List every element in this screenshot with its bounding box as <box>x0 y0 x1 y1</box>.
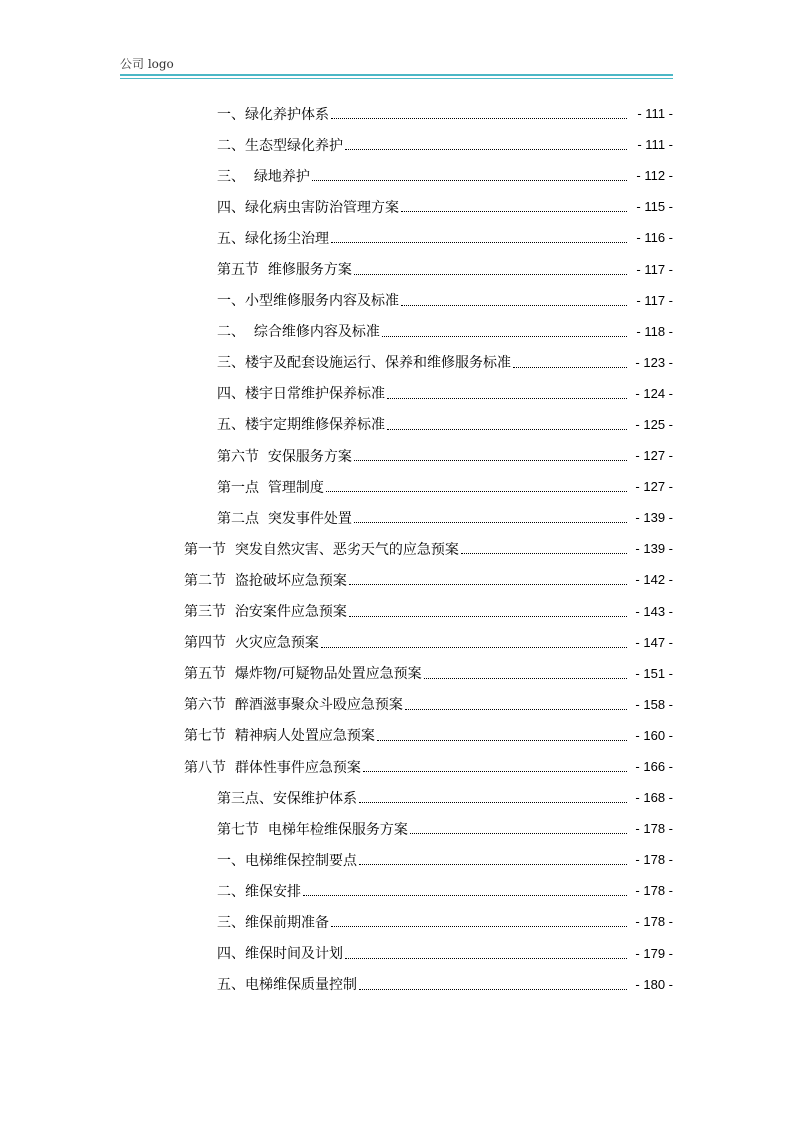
toc-entry[interactable] <box>0 191 793 222</box>
toc-entry[interactable] <box>0 502 793 533</box>
toc-entry-title: 第五节 维修服务方案 <box>217 262 352 279</box>
toc-entry-title: 一、小型维修服务内容及标准 <box>217 293 399 310</box>
toc-entry-title: 第六节 醉酒滋事聚众斗殴应急预案 <box>184 697 403 714</box>
toc-entry[interactable] <box>0 564 793 595</box>
toc-entry[interactable] <box>0 160 793 191</box>
toc-entry-title: 三、 绿地养护 <box>217 168 310 185</box>
toc-dot-leader <box>359 864 627 865</box>
toc-entry-title: 三、维保前期准备 <box>217 914 329 931</box>
toc-entry-title: 第一点 管理制度 <box>217 479 324 496</box>
toc-dot-leader <box>331 926 627 927</box>
toc-dot-leader <box>349 584 627 585</box>
toc-entry-page-number: - 118 - <box>636 323 673 339</box>
toc-entry-title: 第七节 精神病人处置应急预案 <box>184 728 375 745</box>
toc-entry[interactable] <box>0 969 793 1000</box>
toc-entry[interactable] <box>0 409 793 440</box>
toc-dot-leader <box>349 616 627 617</box>
toc-entry-page-number: - 139 - <box>635 541 673 557</box>
toc-entry[interactable] <box>0 906 793 937</box>
toc-entry-title: 第五节 爆炸物/可疑物品处置应急预案 <box>184 666 422 683</box>
toc-entry-title: 一、绿化养护体系 <box>217 106 329 123</box>
toc-dot-leader <box>401 305 627 306</box>
toc-entry-page-number: - 179 - <box>635 945 673 961</box>
toc-entry[interactable] <box>0 378 793 409</box>
toc-entry-page-number: - 143 - <box>635 603 673 619</box>
toc-dot-leader <box>401 211 627 212</box>
toc-dot-leader <box>410 833 627 834</box>
toc-entry-title: 第二节 盗抢破坏应急预案 <box>184 572 347 589</box>
toc-entry-page-number: - 124 - <box>635 385 673 401</box>
toc-entry-page-number: - 123 - <box>635 354 673 370</box>
toc-entry-page-number: - 111 - <box>637 137 673 153</box>
toc-entry[interactable] <box>0 533 793 564</box>
toc-dot-leader <box>354 460 627 461</box>
table-of-contents <box>0 98 793 1000</box>
toc-entry-page-number: - 127 - <box>635 448 673 464</box>
toc-dot-leader <box>405 709 627 710</box>
toc-entry-title: 二、 综合维修内容及标准 <box>217 324 380 341</box>
toc-entry[interactable] <box>0 689 793 720</box>
toc-entry-title: 第四节 火灾应急预案 <box>184 635 319 652</box>
toc-entry-title: 第三点、安保维护体系 <box>217 790 357 807</box>
toc-entry-title: 五、楼宇定期维修保养标准 <box>217 417 385 434</box>
toc-dot-leader <box>331 118 627 119</box>
toc-entry-page-number: - 147 - <box>635 634 673 650</box>
toc-entry-page-number: - 178 - <box>635 883 673 899</box>
toc-entry-page-number: - 125 - <box>635 416 673 432</box>
toc-dot-leader <box>359 802 627 803</box>
toc-entry-title: 第七节 电梯年检维保服务方案 <box>217 821 408 838</box>
toc-entry[interactable] <box>0 627 793 658</box>
toc-dot-leader <box>513 367 627 368</box>
header-rule-thin <box>120 78 673 79</box>
toc-entry[interactable] <box>0 347 793 378</box>
toc-dot-leader <box>345 149 627 150</box>
toc-entry-title: 五、绿化扬尘治理 <box>217 230 329 247</box>
toc-entry[interactable] <box>0 98 793 129</box>
toc-entry[interactable] <box>0 844 793 875</box>
toc-entry[interactable] <box>0 813 793 844</box>
toc-dot-leader <box>321 647 627 648</box>
toc-entry-page-number: - 115 - <box>636 199 673 215</box>
toc-entry-page-number: - 111 - <box>637 106 673 122</box>
toc-entry-page-number: - 112 - <box>636 168 673 184</box>
toc-entry[interactable] <box>0 285 793 316</box>
toc-entry[interactable] <box>0 471 793 502</box>
toc-entry[interactable] <box>0 782 793 813</box>
toc-dot-leader <box>359 989 627 990</box>
toc-entry-page-number: - 127 - <box>635 479 673 495</box>
toc-entry-page-number: - 178 - <box>635 821 673 837</box>
toc-entry[interactable] <box>0 875 793 906</box>
toc-entry-page-number: - 178 - <box>635 852 673 868</box>
toc-dot-leader <box>424 678 627 679</box>
toc-entry-page-number: - 117 - <box>636 292 673 308</box>
page-header <box>120 56 673 79</box>
toc-entry-title: 第一节 突发自然灾害、恶劣天气的应急预案 <box>184 541 459 558</box>
toc-dot-leader <box>354 274 627 275</box>
toc-entry-page-number: - 158 - <box>635 696 673 712</box>
toc-entry-title: 二、维保安排 <box>217 883 301 900</box>
toc-entry[interactable] <box>0 658 793 689</box>
header-logo-text: 公司 logo <box>120 57 174 71</box>
toc-entry-title: 二、生态型绿化养护 <box>217 137 343 154</box>
toc-entry-title: 四、维保时间及计划 <box>217 946 343 963</box>
toc-entry-title: 一、电梯维保控制要点 <box>217 852 357 869</box>
toc-entry[interactable] <box>0 751 793 782</box>
toc-entry[interactable] <box>0 222 793 253</box>
toc-entry-title: 第二点 突发事件处置 <box>217 510 352 527</box>
toc-dot-leader <box>363 771 627 772</box>
toc-dot-leader <box>461 553 627 554</box>
toc-dot-leader <box>326 491 627 492</box>
toc-dot-leader <box>382 336 627 337</box>
toc-entry-page-number: - 178 - <box>635 914 673 930</box>
toc-entry[interactable] <box>0 720 793 751</box>
toc-entry-page-number: - 160 - <box>635 727 673 743</box>
toc-entry-page-number: - 168 - <box>635 790 673 806</box>
toc-dot-leader <box>387 398 627 399</box>
toc-entry-title: 第六节 安保服务方案 <box>217 448 352 465</box>
toc-entry[interactable] <box>0 596 793 627</box>
toc-entry[interactable] <box>0 938 793 969</box>
toc-entry[interactable] <box>0 129 793 160</box>
toc-entry[interactable] <box>0 316 793 347</box>
toc-dot-leader <box>354 522 627 523</box>
toc-entry-page-number: - 180 - <box>635 976 673 992</box>
header-rule <box>120 74 673 76</box>
toc-entry-title: 第三节 治安案件应急预案 <box>184 604 347 621</box>
toc-entry-page-number: - 142 - <box>635 572 673 588</box>
toc-entry[interactable] <box>0 440 793 471</box>
toc-dot-leader <box>345 958 627 959</box>
toc-dot-leader <box>303 895 627 896</box>
toc-entry-title: 五、电梯维保质量控制 <box>217 977 357 994</box>
toc-dot-leader <box>331 242 627 243</box>
toc-entry-title: 三、楼宇及配套设施运行、保养和维修服务标准 <box>217 355 511 372</box>
toc-dot-leader <box>312 180 627 181</box>
toc-entry-title: 四、楼宇日常维护保养标准 <box>217 386 385 403</box>
toc-entry-title: 第八节 群体性事件应急预案 <box>184 759 361 776</box>
toc-entry-page-number: - 139 - <box>635 510 673 526</box>
toc-entry-page-number: - 151 - <box>635 665 673 681</box>
toc-entry-page-number: - 116 - <box>636 230 673 246</box>
toc-entry-title: 四、绿化病虫害防治管理方案 <box>217 199 399 216</box>
toc-dot-leader <box>387 429 627 430</box>
toc-entry-page-number: - 117 - <box>636 261 673 277</box>
toc-entry-page-number: - 166 - <box>635 759 673 775</box>
toc-entry[interactable] <box>0 253 793 284</box>
toc-dot-leader <box>377 740 627 741</box>
